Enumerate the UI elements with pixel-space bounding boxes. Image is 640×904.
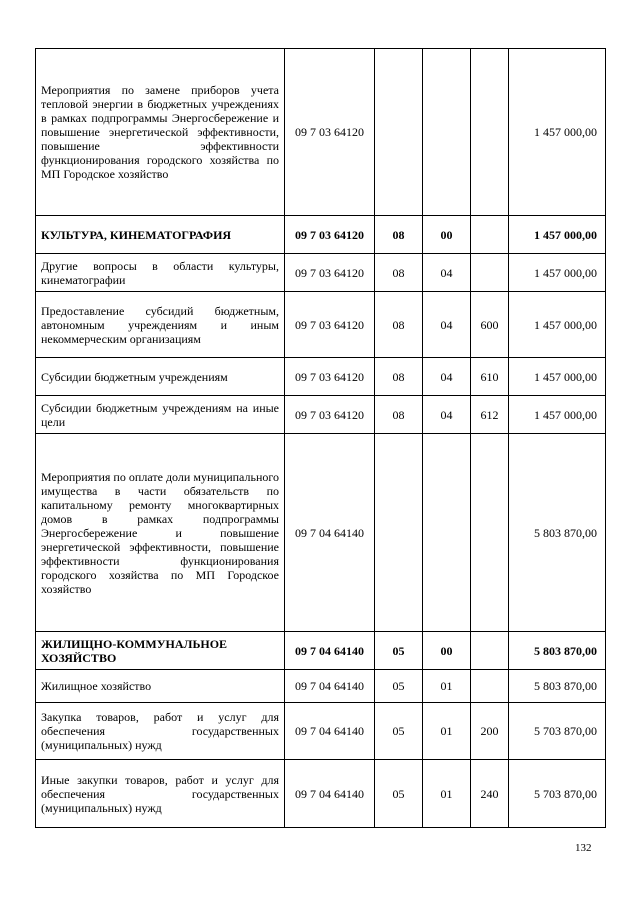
row-code: 09 7 03 64120 — [285, 396, 375, 434]
row-name: Субсидии бюджетным учреждениям — [36, 358, 285, 396]
row-code: 09 7 03 64120 — [285, 292, 375, 358]
row-type: 240 — [471, 760, 509, 828]
table-row — [36, 760, 606, 828]
row-section: 08 — [375, 292, 423, 358]
row-subsection: 04 — [423, 292, 471, 358]
row-subsection: 00 — [423, 216, 471, 254]
row-code: 09 7 04 64140 — [285, 434, 375, 632]
row-amount: 1 457 000,00 — [509, 396, 606, 434]
row-type: 612 — [471, 396, 509, 434]
row-amount: 1 457 000,00 — [509, 49, 606, 216]
row-amount: 1 457 000,00 — [509, 216, 606, 254]
row-code: 09 7 03 64120 — [285, 216, 375, 254]
row-subsection: 04 — [423, 358, 471, 396]
budget-table — [35, 48, 606, 828]
row-amount: 5 703 870,00 — [509, 760, 606, 828]
row-subsection: 01 — [423, 760, 471, 828]
table-row — [36, 434, 606, 632]
table-row — [36, 632, 606, 670]
row-name: ЖИЛИЩНО-КОММУНАЛЬНОЕ ХОЗЯЙСТВО — [36, 632, 285, 670]
row-subsection: 04 — [423, 254, 471, 292]
row-amount: 5 803 870,00 — [509, 434, 606, 632]
row-code: 09 7 03 64120 — [285, 254, 375, 292]
row-name: Жилищное хозяйство — [36, 670, 285, 703]
table-row — [36, 254, 606, 292]
row-section: 08 — [375, 396, 423, 434]
row-section: 05 — [375, 632, 423, 670]
row-type: 600 — [471, 292, 509, 358]
table-row — [36, 396, 606, 434]
row-subsection: 04 — [423, 396, 471, 434]
row-name: Другие вопросы в области культуры, кинематографии — [36, 254, 285, 292]
row-subsection: 01 — [423, 670, 471, 703]
row-section: 05 — [375, 760, 423, 828]
row-section: 05 — [375, 703, 423, 760]
row-section: 05 — [375, 670, 423, 703]
row-section — [375, 49, 423, 216]
row-subsection — [423, 49, 471, 216]
row-name: Предоставление субсидий бюджетным, автономным учреждениям и иным некоммерческим организациям — [36, 292, 285, 358]
table-row — [36, 703, 606, 760]
row-section: 08 — [375, 254, 423, 292]
row-section: 08 — [375, 216, 423, 254]
row-section: 08 — [375, 358, 423, 396]
row-type — [471, 254, 509, 292]
row-type — [471, 670, 509, 703]
table-row — [36, 216, 606, 254]
table-row — [36, 670, 606, 703]
row-name: Иные закупки товаров, работ и услуг для обеспечения государственных (муниципальных) нужд — [36, 760, 285, 828]
row-type — [471, 434, 509, 632]
row-type — [471, 632, 509, 670]
row-amount: 1 457 000,00 — [509, 292, 606, 358]
row-amount: 1 457 000,00 — [509, 254, 606, 292]
table-row — [36, 358, 606, 396]
row-name: Закупка товаров, работ и услуг для обеспечения государственных (муниципальных) нужд — [36, 703, 285, 760]
row-name: Мероприятия по оплате доли муниципального имущества в части обязательств по капитальному ремонту многоквартирных домов в рамках подпрограммы Энергосбережение и повышение энергетической эффективности, повышение эффективности функционирования городского хозяйства по МП Городское хозяйство — [36, 434, 285, 632]
page-number: 132 — [575, 842, 592, 854]
row-code: 09 7 04 64140 — [285, 632, 375, 670]
row-code: 09 7 04 64140 — [285, 760, 375, 828]
row-amount: 1 457 000,00 — [509, 358, 606, 396]
row-code: 09 7 03 64120 — [285, 49, 375, 216]
row-code: 09 7 03 64120 — [285, 358, 375, 396]
row-subsection: 01 — [423, 703, 471, 760]
row-subsection: 00 — [423, 632, 471, 670]
row-name: КУЛЬТУРА, КИНЕМАТОГРАФИЯ — [36, 216, 285, 254]
row-amount: 5 803 870,00 — [509, 670, 606, 703]
row-code: 09 7 04 64140 — [285, 703, 375, 760]
row-code: 09 7 04 64140 — [285, 670, 375, 703]
table-row — [36, 292, 606, 358]
row-type: 200 — [471, 703, 509, 760]
row-type — [471, 216, 509, 254]
row-name: Субсидии бюджетным учреждениям на иные цели — [36, 396, 285, 434]
row-type: 610 — [471, 358, 509, 396]
row-amount: 5 703 870,00 — [509, 703, 606, 760]
table-row — [36, 49, 606, 216]
row-name: Мероприятия по замене приборов учета тепловой энергии в бюджетных учреждениях в рамках подпрограммы Энергосбережение и повышение энергетической эффективности, повышение эффективности функционирования городского хозяйства по МП Городское хозяйство — [36, 49, 285, 216]
row-subsection — [423, 434, 471, 632]
row-section — [375, 434, 423, 632]
row-type — [471, 49, 509, 216]
row-amount: 5 803 870,00 — [509, 632, 606, 670]
